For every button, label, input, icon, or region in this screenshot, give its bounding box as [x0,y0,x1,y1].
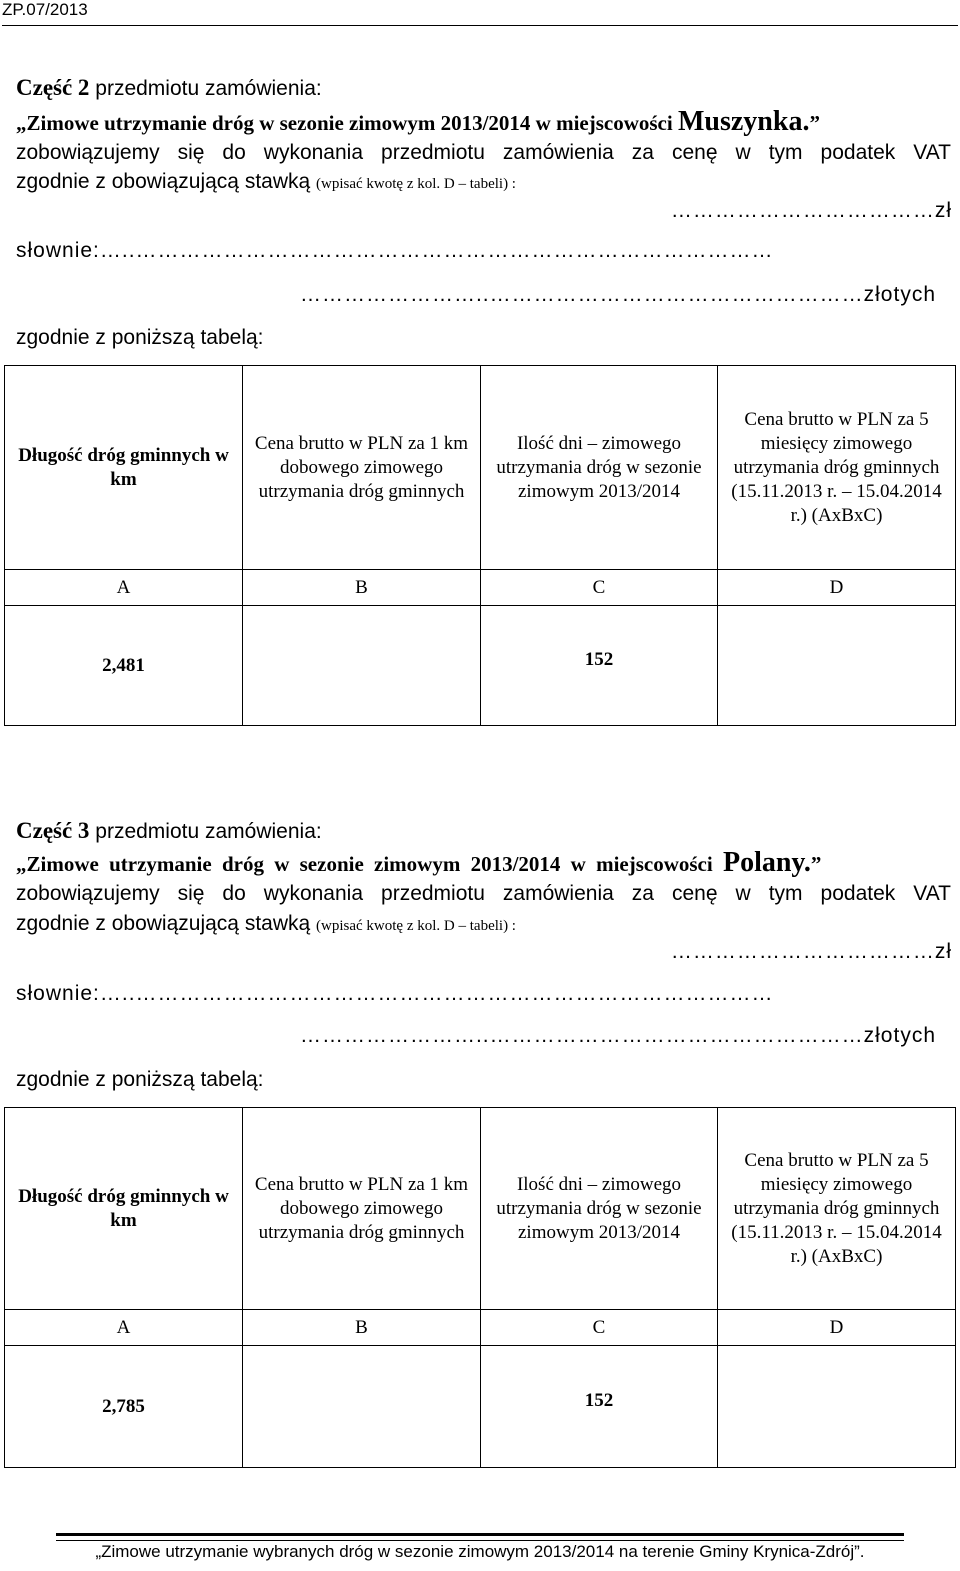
footer-rule [56,1533,904,1541]
header-total: Cena brutto w PLN za 5 miesięcy zimowego utrzymania dróg gminnych (15.11.2013 r. – 15.04.2014 r.) (AxBxC) [718,1108,956,1310]
value-length: 2,785 [5,1346,243,1468]
header-total: Cena brutto w PLN za 5 miesięcy zimowego utrzymania dróg gminnych (15.11.2013 r. – 15.04.2014 r.) (AxBxC) [718,366,956,570]
table-value-row [5,1346,956,1468]
header-length: Długość dróg gminnych w km [5,1108,243,1310]
footer-text: „Zimowe utrzymanie wybranych dróg w sezonie zimowym 2013/2014 na terenie Gminy Krynica-Zdrój”. [95,1542,865,1561]
letter-a: A [5,570,243,606]
part-3-zl-line: ………………………………zł [670,940,952,963]
part-3-slownie-line: słownie:…..…………………………………………………………………………… [16,982,774,1005]
part-2-place: Muszynka. [677,106,810,137]
header-days: Ilość dni – zimowego utrzymania dróg w sezonie zimowym 2013/2014 [481,366,718,570]
part-2-quote [16,106,820,137]
part-3-rate [16,911,516,939]
part-3-rate-text: zgodnie z obowiązującą stawką [16,912,311,935]
letter-b: B [243,1310,481,1346]
part-2-label: Część 2 [16,75,90,100]
part-3-table-intro: zgodnie z poniższą tabelą: [16,1068,264,1091]
part-3-zlotych-line: ……………………..……………………………………………złotych [299,1024,936,1047]
part-2-quote-close: ” [809,111,820,135]
part-2-quote-text: „Zimowe utrzymanie dróg w sezonie zimowym 2013/2014 w miejscowości [16,111,678,135]
letter-a: A [5,1310,243,1346]
value-length: 2,481 [5,606,243,726]
part-2-suffix: przedmiotu zamówienia: [89,77,322,100]
part-3-commit: zobowiązujemy się do wykonania przedmiotu zamówienia za cenę w tym podatek VAT [16,882,951,905]
part-3-quote-close: ” [810,852,822,876]
part-2-price-table [4,365,956,726]
part-2-commit: zobowiązujemy się do wykonania przedmiotu zamówienia za cenę w tym podatek VAT [16,141,951,164]
table-letters-row [5,570,956,606]
value-days: 152 [481,1346,718,1468]
part-3-rate-hint: (wpisać kwotę z kol. D – tabeli) : [316,918,516,934]
part-2-zlotych-line: ……………………..……………………………………………złotych [299,283,936,306]
value-days: 152 [481,606,718,726]
letter-b: B [243,570,481,606]
header-days: Ilość dni – zimowego utrzymania dróg w sezonie zimowym 2013/2014 [481,1108,718,1310]
part-3-suffix: przedmiotu zamówienia: [89,820,322,843]
table-header-row [5,1108,956,1310]
value-price-per-km[interactable] [243,1346,481,1468]
part-2-rate [16,169,516,197]
value-price-per-km[interactable] [243,606,481,726]
header-price-per-km: Cena brutto w PLN za 1 km dobowego zimowego utrzymania dróg gminnych [243,1108,481,1310]
part-2-rate-text: zgodnie z obowiązującą stawką [16,170,311,193]
document-id: ZP.07/2013 [2,0,88,19]
table-value-row [5,606,956,726]
letter-d: D [718,570,956,606]
part-2-rate-hint: (wpisać kwotę z kol. D – tabeli) : [316,176,516,192]
letter-c: C [481,1310,718,1346]
header-price-per-km: Cena brutto w PLN za 1 km dobowego zimowego utrzymania dróg gminnych [243,366,481,570]
table-letters-row [5,1310,956,1346]
part-3-label: Część 3 [16,818,90,843]
part-2-heading [16,75,322,102]
letter-d: D [718,1310,956,1346]
part-2-zl-line: ………………………………zł [670,199,952,222]
header-rule [2,25,958,26]
value-total[interactable] [718,1346,956,1468]
part-3-quote-text: „Zimowe utrzymanie dróg w sezonie zimowym 2013/2014 w miejscowości [16,852,723,876]
part-2-table-intro: zgodnie z poniższą tabelą: [16,326,264,349]
header-length: Długość dróg gminnych w km [5,366,243,570]
part-3-heading [16,818,322,845]
part-3-price-table [4,1107,956,1468]
table-header-row [5,366,956,570]
part-3-quote [16,847,951,878]
letter-c: C [481,570,718,606]
part-3-place: Polany. [722,847,811,878]
part-2-slownie-line: słownie:…..…………………………………………………………………………… [16,239,774,262]
value-total[interactable] [718,606,956,726]
